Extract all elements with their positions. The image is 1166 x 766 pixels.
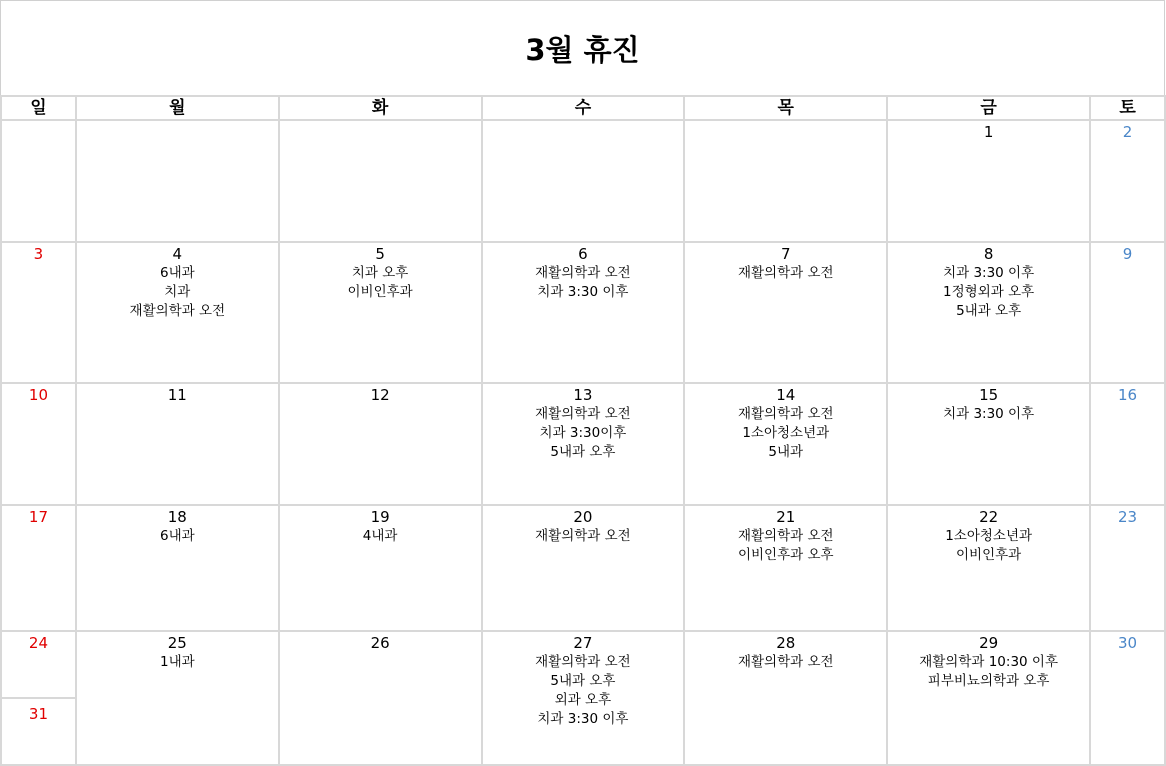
closure-note: 재활의학과 오전 [535, 406, 631, 422]
week-row [1, 120, 1165, 242]
day-number: 27 [573, 634, 593, 652]
closure-note: 재활의학과 10:30 이후 [919, 654, 1058, 670]
closure-note: 이비인후과 [956, 547, 1022, 563]
closure-note: 5내과 오후 [550, 444, 616, 460]
day-cell [1, 505, 76, 631]
day-cell [887, 242, 1090, 383]
day-cell [482, 505, 685, 631]
closure-note: 피부비뇨의학과 오후 [927, 673, 1050, 689]
day-number: 11 [167, 386, 187, 404]
day-number: 13 [573, 386, 593, 404]
closure-note: 4내과 [362, 528, 398, 544]
day-cell [76, 242, 279, 383]
calendar-title: 3월 휴진 [525, 32, 640, 67]
day-number: 31 [28, 705, 48, 723]
day-cell [1, 631, 76, 765]
closure-note: 재활의학과 오전 [737, 265, 834, 281]
day-number: 26 [370, 634, 390, 652]
closure-note: 1정형외과 오후 [943, 284, 1035, 300]
day-cell [279, 383, 482, 505]
day-cell [1090, 120, 1165, 242]
closure-note: 6내과 [159, 265, 195, 281]
day-cell [279, 631, 482, 765]
day-number: 2 [1122, 123, 1133, 141]
day-number: 15 [979, 386, 999, 404]
day-cell [887, 631, 1090, 765]
day-cell [887, 505, 1090, 631]
day-cell [684, 631, 887, 765]
day-number: 6 [578, 245, 588, 263]
day-cell [1090, 505, 1165, 631]
day-number: 21 [776, 508, 796, 526]
day-cell [76, 505, 279, 631]
closure-note: 치과 오후 [351, 265, 409, 281]
day-cell [482, 120, 685, 242]
week-row [1, 242, 1165, 383]
day-number: 16 [1117, 386, 1138, 404]
day-cell [279, 242, 482, 383]
day-cell [887, 383, 1090, 505]
closure-note: 재활의학과 오전 [535, 528, 631, 544]
closure-note: 재활의학과 오전 [535, 265, 631, 281]
title-bar [0, 0, 1165, 96]
day-cell [684, 242, 887, 383]
week-row [1, 505, 1165, 631]
day-number: 28 [776, 634, 796, 652]
day-number: 24 [28, 634, 48, 652]
day-number: 5 [375, 245, 385, 263]
closure-note: 5내과 오후 [550, 673, 616, 689]
closure-note: 재활의학과 오전 [737, 406, 834, 422]
closure-note: 6내과 [159, 528, 195, 544]
weekday-fri: 금 [887, 96, 1090, 120]
day-cell [482, 631, 685, 765]
day-cell [1, 120, 76, 242]
day-number: 3 [33, 245, 44, 263]
weekday-mon: 월 [76, 96, 279, 120]
day-cell [76, 383, 279, 505]
closure-note: 치과 [164, 284, 191, 300]
week-row [1, 383, 1165, 505]
day-number: 4 [172, 245, 183, 263]
day-number: 9 [1122, 245, 1133, 263]
day-number: 10 [28, 386, 48, 404]
closure-note: 치과 3:30이후 [539, 425, 627, 441]
closure-note: 5내과 오후 [956, 303, 1022, 319]
closure-note: 치과 3:30 이후 [537, 284, 629, 300]
closure-note: 1소아청소년과 [742, 425, 830, 441]
day-number: 25 [167, 634, 187, 652]
day-cell [279, 505, 482, 631]
day-cell [1090, 242, 1165, 383]
closure-note: 외과 오후 [554, 692, 612, 708]
weekday-tue: 화 [279, 96, 482, 120]
closure-note: 이비인후과 오후 [737, 547, 834, 563]
day-cell [684, 120, 887, 242]
closure-note: 치과 3:30 이후 [537, 711, 629, 727]
day-number: 29 [979, 634, 999, 652]
closure-note: 1내과 [159, 654, 195, 670]
day-cell [76, 631, 279, 765]
week-row [1, 631, 1165, 765]
day-cell [684, 505, 887, 631]
closure-note: 재활의학과 오전 [535, 654, 631, 670]
weekday-sun: 일 [1, 96, 76, 120]
closure-note: 재활의학과 오전 [129, 303, 226, 319]
day-number: 23 [1117, 508, 1138, 526]
day-number: 8 [983, 245, 994, 263]
day-number: 18 [167, 508, 187, 526]
day-cell [482, 242, 685, 383]
day-cell [279, 120, 482, 242]
weekday-sat: 토 [1090, 96, 1165, 120]
weekday-header-row [1, 96, 1165, 120]
closure-note: 재활의학과 오전 [737, 528, 834, 544]
calendar-grid [0, 95, 1166, 766]
closure-note: 재활의학과 오전 [737, 654, 834, 670]
day-cell [482, 383, 685, 505]
day-cell [887, 120, 1090, 242]
day-cell [1, 383, 76, 505]
day-number: 30 [1117, 634, 1138, 652]
day-number: 17 [28, 508, 48, 526]
closure-note: 1소아청소년과 [945, 528, 1033, 544]
weekday-thu: 목 [684, 96, 887, 120]
day-number: 14 [776, 386, 796, 404]
day-number: 1 [983, 123, 994, 141]
closure-note: 치과 3:30 이후 [943, 406, 1035, 422]
day-number: 7 [780, 245, 791, 263]
closure-note: 5내과 [768, 444, 804, 460]
day-number: 20 [573, 508, 593, 526]
day-number: 22 [979, 508, 999, 526]
closure-note: 치과 3:30 이후 [943, 265, 1035, 281]
day-number: 19 [370, 508, 390, 526]
day-cell [1090, 383, 1165, 505]
closure-note: 이비인후과 [347, 284, 413, 300]
weekday-wed: 수 [482, 96, 685, 120]
day-cell [1090, 631, 1165, 765]
day-cell [684, 383, 887, 505]
day-cell [76, 120, 279, 242]
day-cell [1, 242, 76, 383]
day-number: 12 [370, 386, 390, 404]
